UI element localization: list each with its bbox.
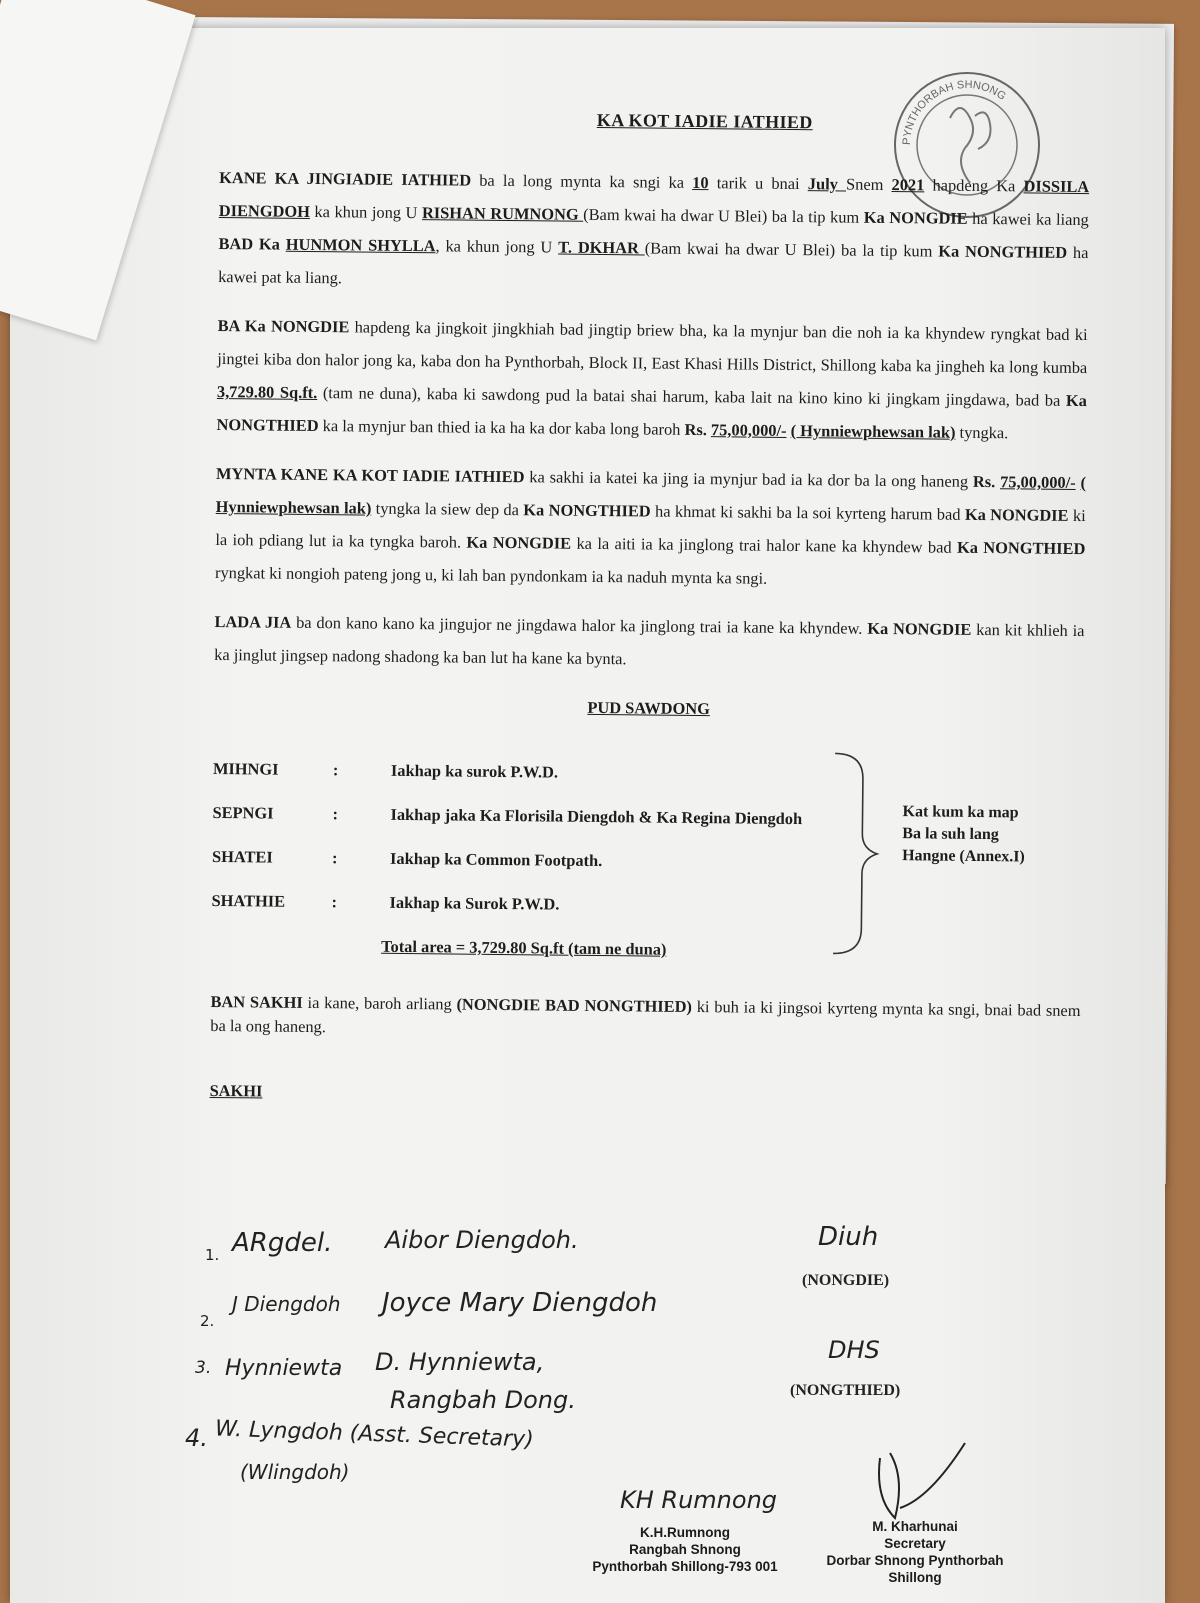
witness-4-signature: W. Lyngdoh (Asst. Secretary) [215, 1416, 534, 1452]
document-title: KA KOT IADIE IATHIED [320, 101, 1090, 142]
witness-1-name: Aibor Diengdoh. [385, 1226, 579, 1254]
witnesses-heading: SAKHI [209, 1074, 1079, 1116]
witness-2-signature: J Diengdoh [232, 1292, 341, 1316]
witness-4-name: (Wlingdoh) [240, 1460, 349, 1484]
witness-4-number: 4. [185, 1424, 208, 1452]
rangbah-signature: KH Rumnong [620, 1486, 777, 1514]
witness-1-signature: ARgdel. [232, 1228, 332, 1258]
paragraph-payment: MYNTA KANE KA KOT IADIE IATHIED ka sakhi ia katei ka jing ia mynjur bad ia ka dor ba la ong haneng Rs. 75,00,000/- ( Hynniewphewsan lak) tyngka la siew dep da Ka NONGTHIED ha khmat ki sakhi ba la soi kyrteng harum bad Ka NONGDIE ki la ioh pdiang lut ia ka tyngka baroh. Ka NONGDIE ka la aiti ia ka jinglong trai halor kane ka khyndew bad Ka NONGTHIED ryngkat ki nongioh pateng jong u, ki lah ban pyndonkam ia ka naduh mynta ka sngi. [215, 457, 1086, 598]
paragraph-property: BA Ka NONGDIE hapdeng ka jingkoit jingkhiah bad jingtip briew bha, ka la mynjur ban die noh ia ka khyndew ryngkat bad ki jingtei kiba don halor jong ka, kaba don ha Pynthorbah, Block II, East Khasi Hills District, Shillong kaba ka jingheh ka long kumba 3,729.80 Sq.ft. (tam ne duna), kaba ki sawdong pud la batai shai harum, kaba lait na kino kino ki jingkam jingdawa, bad ba Ka NONGTHIED ka la mynjur ban thied ia ka ha ka dor kaba long baroh Rs. 75,00,000/- ( Hynniewphewsan lak) tyngka. [216, 309, 1087, 450]
document-body [209, 100, 1089, 1116]
rangbah-shnong-stamp: K.H.Rumnong Rangbah Shnong Pynthorbah Shillong-793 001 [580, 1524, 790, 1575]
witness-3-name: D. Hynniewta, [375, 1348, 544, 1376]
boundaries-table [211, 752, 1083, 971]
paragraph-witness-statement: BAN SAKHI ia kane, baroh arliang (NONGDIE BAD NONGTHIED) ki buh ia ki jingsoi kyrteng mynta ka sngi, bnai bad snem ba la ong haneng. [210, 990, 1080, 1047]
paragraph-parties: KANE KA JINGIADIE IATHIED ba la long mynta ka sngi ka 10 tarik u bnai July Snem 2021 hapdeng Ka DISSILA DIENGDOH ka khun jong U RISHAN RUMNONG (Bam kwai ha dwar U Blei) ba la tip kum Ka NONGDIE ha kawei ka liang BAD Ka HUNMON SHYLLA, ka khun jong U T. DKHAR (Bam kwai ha dwar U Blei) ba la tip kum Ka NONGTHIED ha kawei pat ka liang. [218, 161, 1089, 302]
paragraph-dispute: LADA JIA ba don kano kano ka jingujor ne jingdawa halor ka jinglong trai ia kane ka khyndew. Ka NONGDIE kan kit khlieh ia ka jinglut jingsep nadong shadong ka ban lut ha kane ka bynta. [214, 605, 1085, 680]
witness-2-name: Joyce Mary Diengdoh [382, 1288, 657, 1318]
witness-2-number: 2. [200, 1312, 214, 1330]
seal-text: PYNTHORBAH SHNONG [901, 79, 1008, 145]
nongdie-signature: Diuh [818, 1222, 878, 1252]
curly-brace-icon [831, 748, 883, 959]
nongthied-label: (NONGTHIED) [790, 1382, 900, 1400]
witness-3-title: Rangbah Dong. [390, 1386, 576, 1414]
document-page [10, 28, 1165, 1603]
nongdie-label: (NONGDIE) [802, 1272, 889, 1290]
witness-1-number: 1. [205, 1246, 219, 1264]
map-annex-note: Kat kum ka map Ba la suh lang Hangne (Annex.I) [902, 801, 1025, 868]
boundaries-heading: PUD SAWDONG [214, 687, 1084, 729]
nongthied-signature: DHS [828, 1336, 880, 1364]
total-area: Total area = 3,729.80 Sq.ft (tam ne duna) [381, 930, 667, 966]
witness-3-number: 3. [195, 1358, 211, 1378]
secretary-stamp: M. Kharhunai Secretary Dorbar Shnong Pynthorbah Shillong [800, 1518, 1030, 1586]
witness-3-signature: Hynniewta [225, 1356, 342, 1381]
